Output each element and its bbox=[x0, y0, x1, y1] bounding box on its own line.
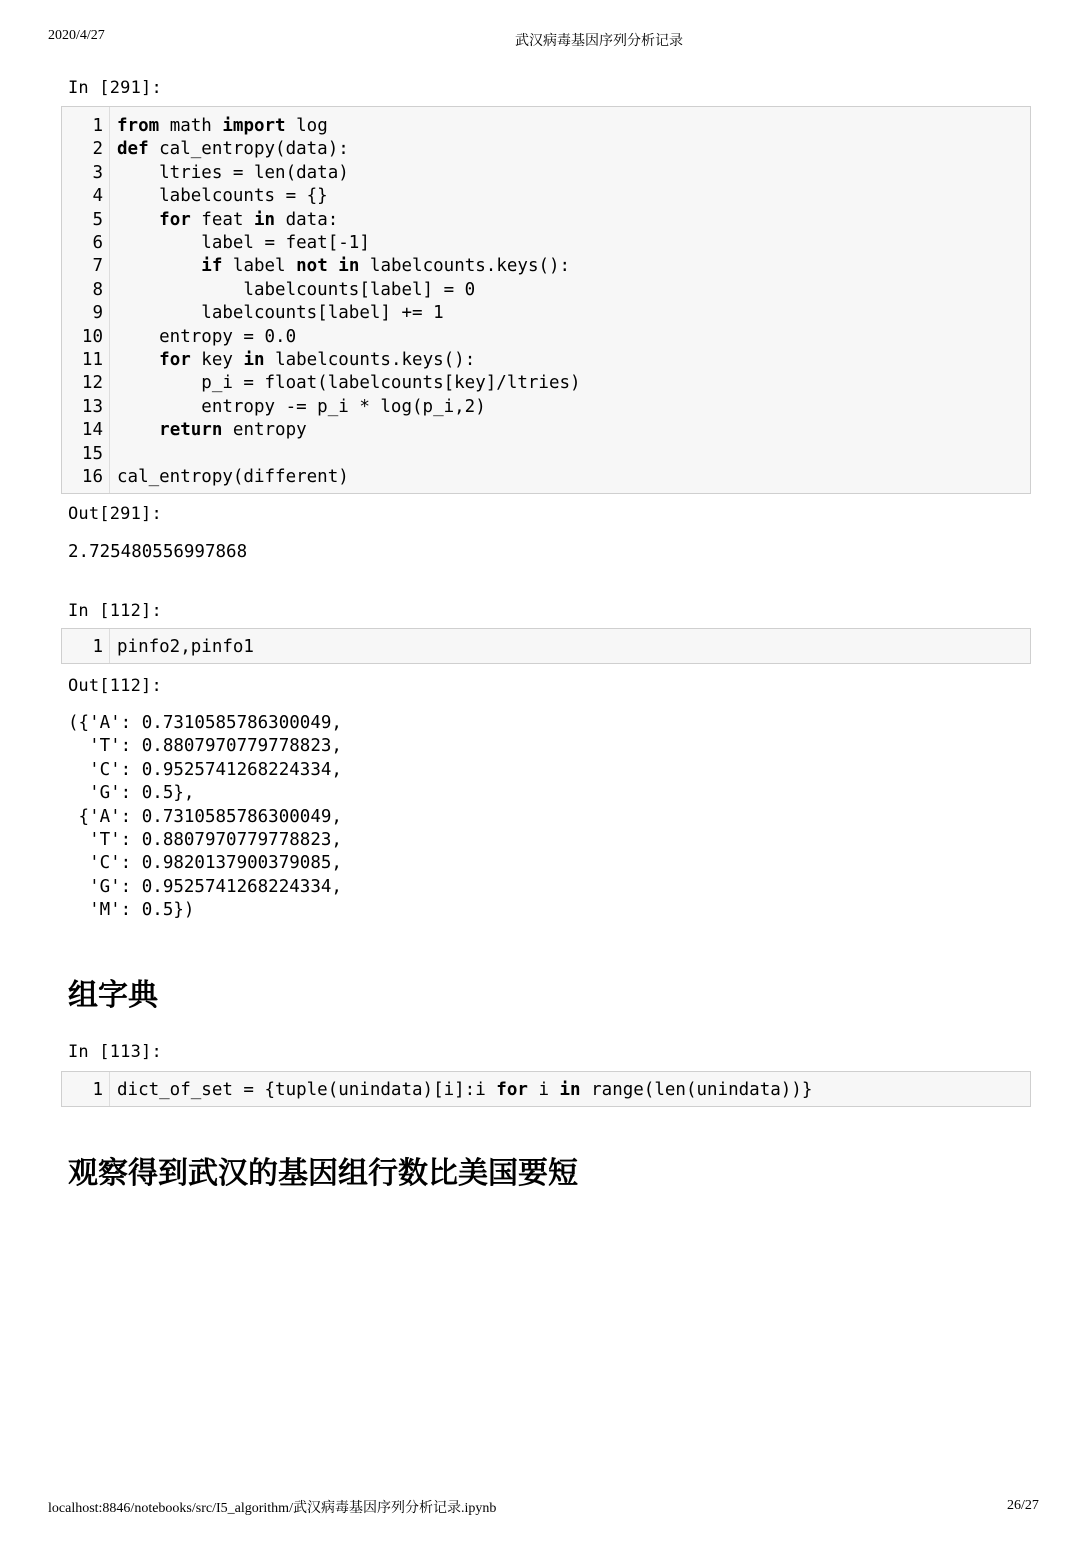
line-number: 9 bbox=[92, 303, 103, 324]
code-line: cal_entropy(different) bbox=[117, 467, 349, 487]
line-number: 15 bbox=[81, 443, 103, 464]
output-line: 'G': 0.9525741268224334, bbox=[68, 876, 342, 897]
output-line: 'C': 0.9525741268224334, bbox=[68, 759, 342, 780]
in-prompt-291: In [291]: bbox=[68, 78, 162, 98]
in-prompt-113: In [113]: bbox=[68, 1042, 162, 1062]
code-line: if label not in labelcounts.keys(): bbox=[201, 256, 571, 277]
line-number: 12 bbox=[81, 373, 103, 394]
cell-output-entropy: 2.725480556997868 bbox=[68, 542, 248, 562]
output-line: ({'A': 0.7310585786300049, bbox=[68, 713, 342, 733]
line-number: 1 bbox=[92, 1080, 103, 1100]
print-title: 武汉病毒基因序列分析记录 bbox=[515, 34, 683, 49]
output-line: 'M': 0.5}) bbox=[68, 900, 195, 921]
in-prompt-112: In [112]: bbox=[68, 601, 162, 621]
output-line: 'C': 0.9820137900379085, bbox=[68, 853, 342, 874]
code-line: ltries = len(data) bbox=[117, 162, 349, 183]
line-number: 5 bbox=[92, 209, 103, 230]
code-line: entropy = 0.0 bbox=[117, 326, 297, 347]
print-url: localhost:8846/notebooks/src/I5_algorithm/武汉病毒基因序列分析记录.ipynb bbox=[48, 1501, 497, 1516]
code-cell-entropy[interactable] bbox=[61, 106, 1031, 494]
output-line: 'G': 0.5}, bbox=[68, 783, 195, 804]
line-number: 4 bbox=[92, 186, 103, 207]
code-line: labelcounts[label] += 1 bbox=[117, 303, 444, 324]
line-number: 8 bbox=[92, 279, 103, 300]
out-prompt-291: Out[291]: bbox=[68, 504, 162, 524]
code-cell-dict-of-set[interactable] bbox=[61, 1071, 1031, 1107]
code-line: for key in labelcounts.keys(): bbox=[159, 350, 476, 370]
section-heading-dict: 组字典 bbox=[68, 978, 158, 1013]
line-number: 1 bbox=[92, 637, 103, 657]
line-number: 10 bbox=[81, 326, 103, 347]
line-number: 6 bbox=[92, 233, 103, 253]
line-number: 11 bbox=[81, 350, 103, 370]
line-number: 1 bbox=[92, 116, 103, 136]
output-line: 'T': 0.8807970779778823, bbox=[68, 830, 342, 850]
code-line: for feat in data: bbox=[159, 209, 339, 230]
print-date: 2020/4/27 bbox=[48, 28, 105, 43]
code-line: entropy -= p_i * log(p_i,2) bbox=[117, 396, 486, 417]
line-number: 14 bbox=[81, 420, 103, 441]
code-line: labelcounts[label] = 0 bbox=[117, 279, 476, 300]
code-line: labelcounts = {} bbox=[117, 186, 328, 207]
code-line: p_i = float(labelcounts[key]/ltries) bbox=[117, 373, 581, 394]
line-number: 13 bbox=[81, 396, 103, 417]
code-line: return entropy bbox=[159, 420, 307, 441]
code-cell-pinfo[interactable] bbox=[61, 628, 1031, 664]
section-heading-observation: 观察得到武汉的基因组行数比美国要短 bbox=[68, 1156, 578, 1191]
code-line[interactable]: pinfo2,pinfo1 bbox=[117, 637, 254, 657]
output-line: 'T': 0.8807970779778823, bbox=[68, 736, 342, 757]
code-line: from math import log bbox=[117, 116, 328, 136]
line-number: 2 bbox=[92, 139, 103, 160]
code-line[interactable]: dict_of_set = {tuple(unindata)[i]:i for i in range(len(unindata))} bbox=[117, 1080, 813, 1100]
line-number: 16 bbox=[81, 467, 103, 487]
output-line: {'A': 0.7310585786300049, bbox=[68, 806, 342, 827]
code-line: label = feat[-1] bbox=[117, 233, 370, 253]
line-number: 3 bbox=[92, 162, 103, 183]
out-prompt-112: Out[112]: bbox=[68, 676, 162, 696]
code-line: def cal_entropy(data): bbox=[117, 139, 349, 160]
page-number: 26/27 bbox=[1007, 1498, 1039, 1513]
line-number: 7 bbox=[92, 256, 103, 277]
